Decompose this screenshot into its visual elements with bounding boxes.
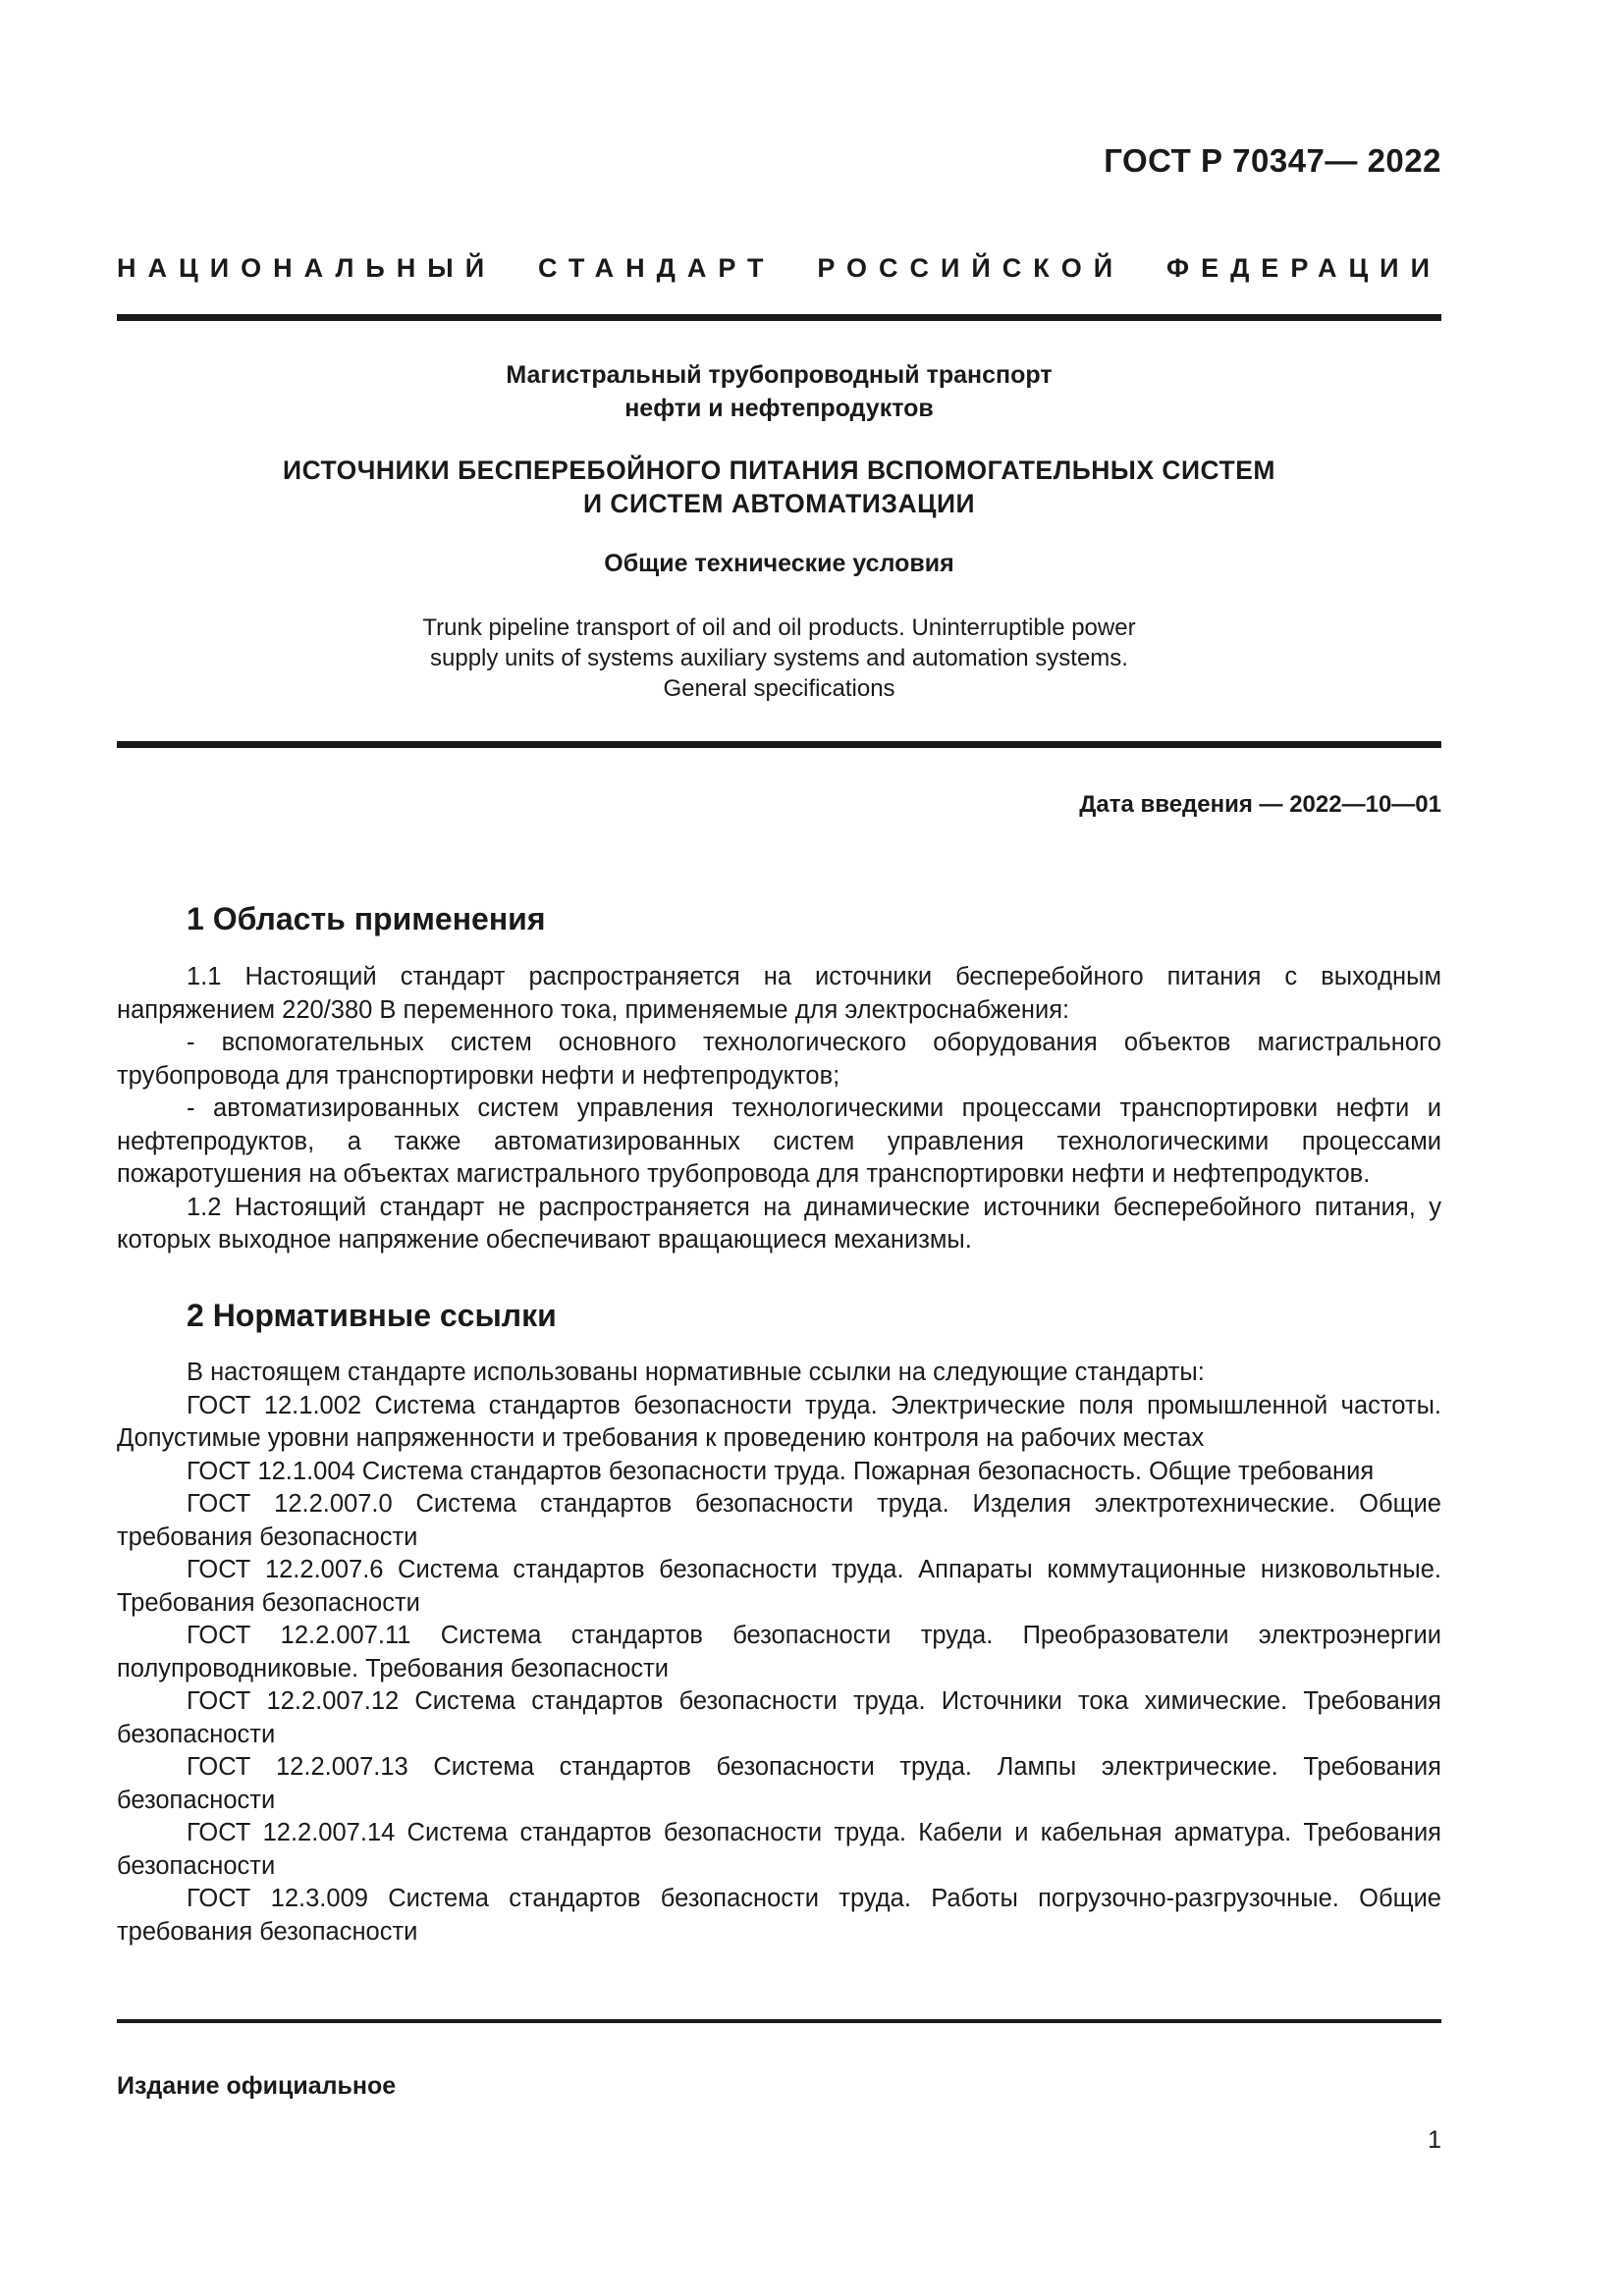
standard-subtitle: Общие технические условия <box>604 550 954 577</box>
subject-line-1: Магистральный трубопроводный транспорт <box>506 361 1053 389</box>
reference-item: ГОСТ 12.1.004 Система стандартов безопасности труда. Пожарная безопасность. Общие требования <box>187 1457 1375 1485</box>
section-1-body <box>117 961 1441 1257</box>
footer-rule <box>117 2019 1441 2023</box>
header-rule <box>117 314 1441 321</box>
english-title <box>117 613 1441 704</box>
paragraph-1-1-item-a: - вспомогательных систем основного технологического оборудования объектов магистрального трубопровода для транспортировки нефти и нефтепродуктов; <box>117 1029 1441 1090</box>
section-2-body <box>117 1357 1441 1949</box>
national-standard-banner: НАЦИОНАЛЬНЫЙ СТАНДАРТ РОССИЙСКОЙ ФЕДЕРАЦИИ <box>117 253 1441 283</box>
reference-item: ГОСТ 12.3.009 Система стандартов безопасности труда. Работы погрузочно-разгрузочные. Общие требования безопасности <box>117 1885 1441 1946</box>
subject-heading <box>117 358 1441 425</box>
title-line-1: ИСТОЧНИКИ БЕСПЕРЕБОЙНОГО ПИТАНИЯ ВСПОМОГАТЕЛЬНЫХ СИСТЕМ <box>283 455 1275 485</box>
section-1-heading: 1 Область применения <box>187 901 546 936</box>
paragraph-1-1-item-b: - автоматизированных систем управления технологическими процессами транспортировки нефти и нефтепродуктов, а также автоматизированных систем управления технологическими процессами пожаротушения на объектах магистрального трубопровода для транспортировки нефти и нефтепродуктов. <box>117 1095 1441 1188</box>
introduction-date: Дата введения — 2022—10—01 <box>1079 791 1441 818</box>
page-number: 1 <box>1428 2126 1441 2154</box>
title-rule <box>117 741 1441 748</box>
reference-item: ГОСТ 12.1.002 Система стандартов безопасности труда. Электрические поля промышленной частоты. Допустимые уровни напряженности и требования к проведению контроля на рабочих местах <box>117 1391 1441 1452</box>
reference-item: ГОСТ 12.2.007.11 Система стандартов безопасности труда. Преобразователи электроэнергии полупроводниковые. Требования безопасности <box>117 1622 1441 1682</box>
paragraph-1-1: 1.1 Настоящий стандарт распространяется на источники бесперебойного питания с выходным напряжением 220/380 В переменного тока, применяемые для электроснабжения: <box>117 963 1441 1024</box>
reference-item: ГОСТ 12.2.007.12 Система стандартов безопасности труда. Источники тока химические. Требования безопасности <box>117 1687 1441 1748</box>
section-2-heading: 2 Нормативные ссылки <box>187 1298 557 1333</box>
paragraph-1-2: 1.2 Настоящий стандарт не распространяется на динамические источники бесперебойного питания, у которых выходное напряжение обеспечивают вращающиеся механизмы. <box>117 1193 1441 1254</box>
reference-item: ГОСТ 12.2.007.6 Система стандартов безопасности труда. Аппараты коммутационные низковольтные. Требования безопасности <box>117 1556 1441 1617</box>
reference-item: ГОСТ 12.2.007.0 Система стандартов безопасности труда. Изделия электротехнические. Общие требования безопасности <box>117 1490 1441 1551</box>
standard-title <box>117 454 1441 520</box>
reference-item: ГОСТ 12.2.007.14 Система стандартов безопасности труда. Кабели и кабельная арматура. Требования безопасности <box>117 1819 1441 1880</box>
title-line-2: И СИСТЕМ АВТОМАТИЗАЦИИ <box>582 489 976 518</box>
reference-item: ГОСТ 12.2.007.13 Система стандартов безопасности труда. Лампы электрические. Требования безопасности <box>117 1753 1441 1814</box>
english-line-2: supply units of systems auxiliary systems and automation systems. <box>430 645 1128 671</box>
reference-intro: В настоящем стандарте использованы нормативные ссылки на следующие стандарты: <box>187 1359 1205 1386</box>
official-edition-label: Издание официальное <box>117 2072 397 2100</box>
document-code: ГОСТ Р 70347— 2022 <box>1104 142 1441 179</box>
english-line-1: Trunk pipeline transport of oil and oil products. Uninterruptible power <box>422 614 1136 641</box>
subject-line-2: нефти и нефтепродуктов <box>624 395 934 422</box>
english-line-3: General specifications <box>663 675 895 702</box>
